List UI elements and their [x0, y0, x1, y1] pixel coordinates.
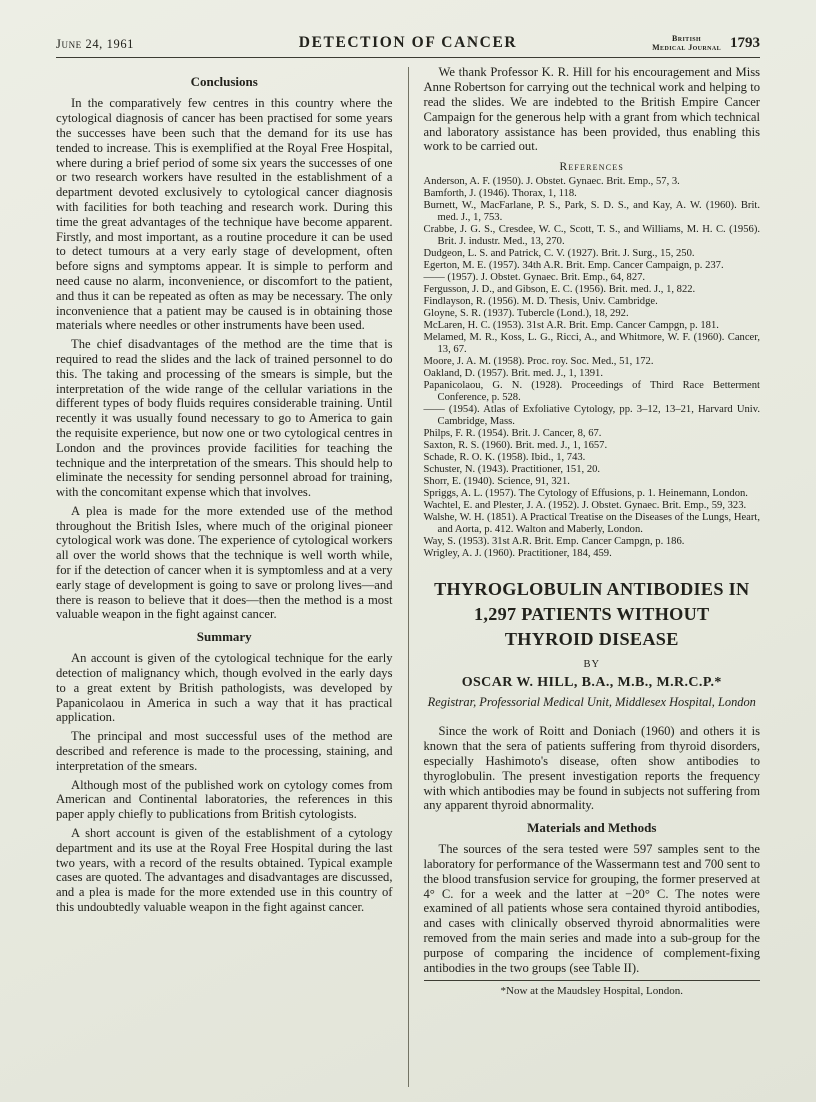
reference-item: Burnett, W., MacFarlane, P. S., Park, S. D. S., and Kay, A. W. (1960). Brit. med. J., 1, 753. — [423, 200, 760, 224]
reference-item: Anderson, A. F. (1950). J. Obstet. Gynaec. Brit. Emp., 57, 3. — [423, 176, 680, 188]
reference-item: Way, S. (1953). 31st A.R. Brit. Emp. Cancer Campgn, p. 186. — [423, 536, 685, 548]
reference-item: Saxton, R. S. (1960). Brit. med. J., 1, 1657. — [423, 440, 608, 452]
methods-paragraph: The sources of the sera tested were 597 samples sent to the laboratory for performance of the Wassermann test and 700 sent to the blood transfusion service for grouping, the former preserved at 4° C. for a week and the latter at −20° C. The notes were examined of all patients whose sera contained thyroid antibodies, and cases with clinically observed thyroid abnormalities were removed from the main series and made into a sub-group for the purpose of comparing the incidence of complement-fixing antibodies in the two groups (see Table II). — [423, 842, 760, 975]
byline-label: BY — [583, 659, 601, 671]
journal-name — [652, 34, 721, 52]
reference-item: Oakland, D. (1957). Brit. med. J., 1, 1391. — [423, 368, 603, 380]
conclusions-heading: Conclusions — [190, 74, 258, 90]
article-intro-paragraph: Since the work of Roitt and Doniach (1960) and others it is known that the sera of patients suffering from thyroid disorders, especially Hashimoto's disease, often show antibodies to thyroglobulin. The present investigation reports the frequency with which antibodies may be found in subjects not suffering from any apparent thyroid abnormality. — [423, 724, 760, 813]
reference-item: Fergusson, J. D., and Gibson, E. C. (1956). Brit. med. J., 1, 822. — [423, 284, 696, 296]
conclusions-paragraph: A plea is made for the more extended use of the method throughout the British Isles, where much of the original pioneer cytological work was done. The experience of cytological workers all over the world shows that the technique is well worth while, for if the detection of cancer when it is symptomless and at a very early stage of development is going to save or prolong lives—and there is reason to believe that it does—then the method is a most valuable weapon in the fight against cancer. — [56, 503, 393, 622]
conclusions-paragraph: The chief disadvantages of the method are the time that is required to read the slides and the lack of trained personnel to do this. The taking and processing of the smears is simple, but the interpretation of the wide range of the cellular variations in the different types of body fluids requires considerable training. Until recently it was usually found necessary to go to America to gain the requisite experience, but now one or two cytological centres in London and the provinces provide facilities for teaching the technique and the interpretation of the smears. This should help to eliminate the necessity for sending personnel abroad for training, with the concomitant expense which that involves. — [56, 337, 393, 500]
references-list — [424, 176, 761, 560]
reference-item: Dudgeon, L. S. and Patrick, C. V. (1927). Brit. J. Surg., 15, 250. — [423, 248, 695, 260]
issue-date: June 24, 1961 — [56, 37, 135, 52]
methods-heading: Materials and Methods — [527, 820, 657, 836]
summary-paragraph: A short account is given of the establishment of a cytology department and its use at the Royal Free Hospital during the last two years, with a record of the results obtained. Typical example cases are quoted. The advantages and disadvantages are discussed, and a plea is made for the more extended use in this country of this undoubtedly valuable weapon in the fight against cancer. — [56, 826, 393, 915]
author-name: OSCAR W. HILL, B.A., M.B., M.R.C.P.* — [461, 675, 722, 691]
reference-item: Bamforth, J. (1946). Thorax, 1, 118. — [423, 188, 577, 200]
reference-item: Philps, F. R. (1954). Brit. J. Cancer, 8, 67. — [423, 428, 602, 440]
summary-paragraph: An account is given of the cytological technique for the early detection of malignancy which, though evolved in the early days to a great extent by British pathologists, was developed by Papanicolaou in America in such a way that it has practical application. — [56, 651, 393, 725]
header-right — [610, 34, 760, 52]
summary-heading: Summary — [196, 629, 252, 645]
article-title: THYROGLOBULIN ANTIBODIES IN 1,297 PATIENTS WITHOUT THYROID DISEASE — [434, 579, 750, 650]
reference-item: Shorr, E. (1940). Science, 91, 321. — [423, 476, 570, 488]
journal-name-line2: Medical Journal — [652, 43, 721, 53]
reference-item: —— (1954). Atlas of Exfoliative Cytology, pp. 3–12, 13–21, Harvard Univ. Cambridge, Mass. — [423, 404, 760, 428]
author-footnote: *Now at the Maudsley Hospital, London. — [424, 980, 761, 997]
reference-item: Moore, J. A. M. (1958). Proc. roy. Soc. Med., 51, 172. — [423, 356, 654, 368]
reference-item: Wrigley, A. J. (1960). Practitioner, 184, 459. — [423, 548, 612, 560]
summary-paragraph: Although most of the published work on cytology comes from American and Continental laboratories, the references in this paper apply chiefly to publications from British cytologists. — [56, 777, 393, 822]
two-column-body — [56, 65, 760, 1087]
reference-item: —— (1957). J. Obstet. Gynaec. Brit. Emp., 64, 827. — [423, 272, 646, 284]
reference-item: Gloyne, S. R. (1937). Tubercle (Lond.), 18, 292. — [423, 308, 629, 320]
acknowledgment-paragraph: We thank Professor K. R. Hill for his encouragement and Miss Anne Robertson for carrying out the technical work and helping to read the slides. We are indebted to the British Empire Cancer Campaign for the generous help with a grant from which technical and laboratory assistance has been provided, thus enabling this work to be carried out. — [423, 65, 760, 154]
left-column — [56, 65, 408, 1087]
reference-item: Egerton, M. E. (1957). 34th A.R. Brit. Emp. Cancer Campaign, p. 237. — [423, 260, 724, 272]
conclusions-paragraph: In the comparatively few centres in this country where the cytological diagnosis of cancer has been practised for some years the successes have been such that the demand for its use has tended to increase. This is exemplified at the Royal Free Hospital, where during a brief period of some six years the successes of one or two research workers have resulted in the establishment of a department devoted exclusively to cytological cancer diagnosis with facilities for both teaching and research work. During this time the great advantages of the technique have become apparent. Firstly, and most important, as a routine procedure it can be used to detect tumours at a very early stage of development, often before signs and symptoms appear. It is simple to perform and need cause no alarm, inconvenience, or discomfort to the patient, and thus it can be repeated as often as may be necessary. The only inconvenience that a patient may be caused is in obtaining those materials where needles or other instruments have been used. — [56, 96, 393, 333]
references-heading: References — [559, 161, 625, 174]
reference-item: Spriggs, A. L. (1957). The Cytology of Effusions, p. 1. Heinemann, London. — [423, 488, 748, 500]
reference-item: Papanicolaou, G. N. (1928). Proceedings of Third Race Betterment Conference, p. 528. — [423, 380, 760, 404]
reference-item: Crabbe, J. G. S., Cresdee, W. C., Scott, T. S., and Williams, M. H. C. (1956). Brit. J. industr. Med., 13, 270. — [423, 224, 760, 248]
right-column — [409, 65, 761, 1087]
summary-paragraph: The principal and most successful uses of the method are described and reference is made to the processing, staining, and interpretation of the smears. — [56, 729, 393, 773]
reference-item: Findlayson, R. (1956). M. D. Thesis, Univ. Cambridge. — [423, 296, 658, 308]
reference-item: Walshe, W. H. (1851). A Practical Treatise on the Diseases of the Lungs, Heart, and Aorta, p. 412. Walton and Maberly, London. — [423, 512, 760, 536]
running-title: DETECTION OF CANCER — [298, 34, 518, 52]
reference-item: Schade, R. O. K. (1958). Ibid., 1, 743. — [423, 452, 586, 464]
running-head — [56, 34, 760, 58]
journal-name-line1: British — [671, 34, 702, 43]
page-number: 1793 — [730, 34, 760, 51]
reference-item: Melamed, M. R., Koss, L. G., Ricci, A., and Whitmore, W. F. (1960). Cancer, 13, 67. — [423, 332, 760, 356]
next-article — [424, 577, 761, 997]
author-affiliation: Registrar, Professorial Medical Unit, Middlesex Hospital, London — [427, 695, 756, 710]
reference-item: Wachtel, E. and Plester, J. A. (1952). J. Obstet. Gynaec. Brit. Emp., 59, 323. — [423, 500, 747, 512]
reference-item: McLaren, H. C. (1953). 31st A.R. Brit. Emp. Cancer Campgn, p. 181. — [423, 320, 719, 332]
reference-item: Schuster, N. (1943). Practitioner, 151, 20. — [423, 464, 601, 476]
